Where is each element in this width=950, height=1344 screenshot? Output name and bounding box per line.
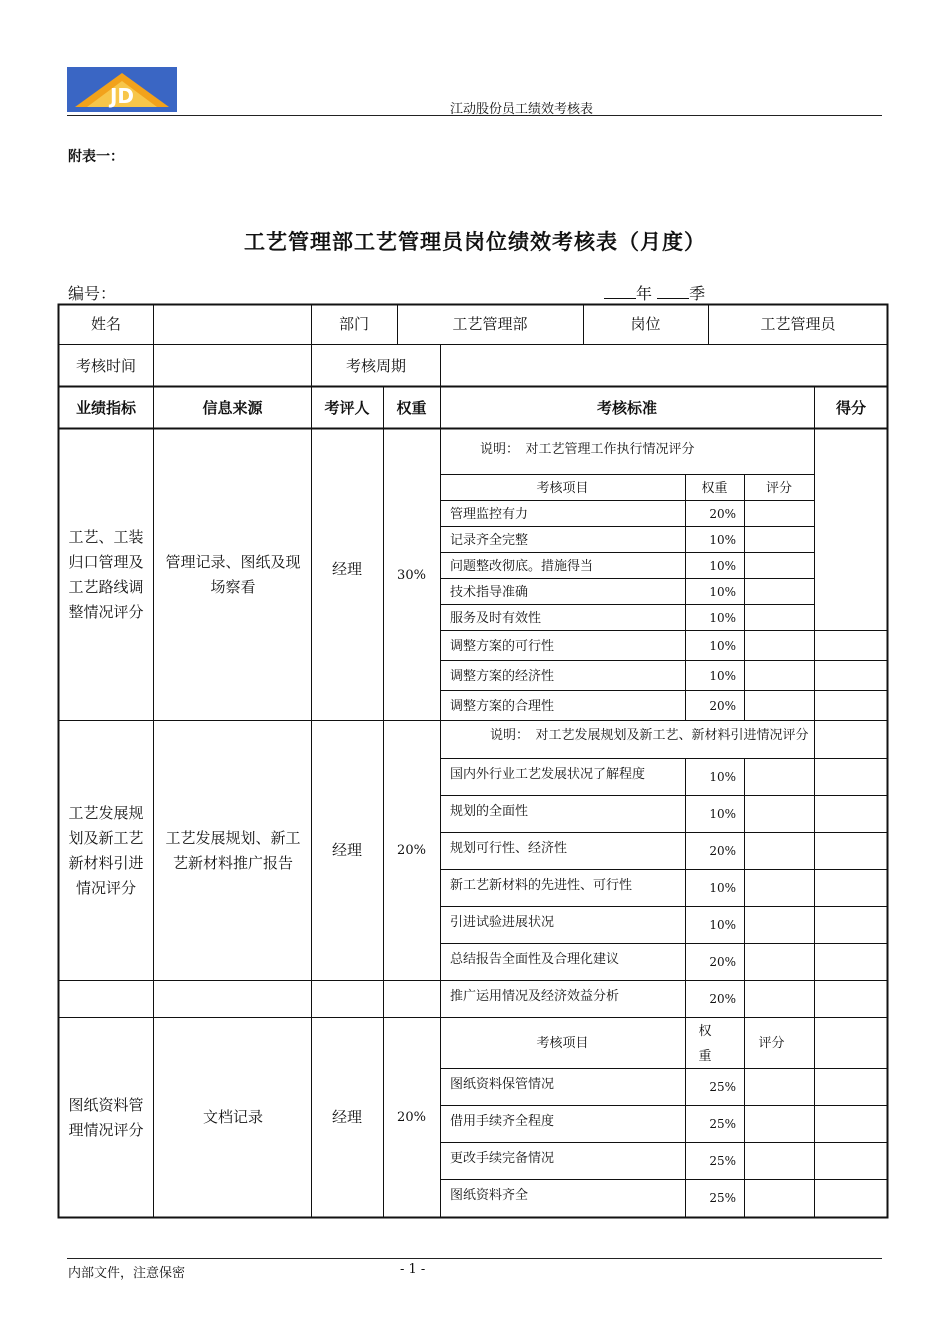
- section1-item-weight: 10%: [709, 638, 736, 653]
- col-score: 得分: [835, 398, 866, 417]
- time-label: 考核时间: [75, 356, 136, 375]
- col-reviewer: 考评人: [324, 398, 370, 417]
- section2-reviewer: 经理: [331, 841, 362, 859]
- col-weight: 权重: [396, 398, 427, 417]
- post-label: 岗位: [630, 315, 661, 333]
- section1-subheader-weight: 权重: [701, 480, 728, 496]
- quarter-label: 季: [689, 284, 706, 303]
- section3-item-weight: 25%: [709, 1117, 736, 1131]
- section3-item-weight: 25%: [709, 1080, 736, 1094]
- section3-item-weight: 25%: [709, 1154, 736, 1168]
- section3-item: 图纸资料保管情况: [450, 1076, 555, 1092]
- section3-subheader-item: 考核项目: [536, 1036, 589, 1051]
- section1-indicator: 工艺、工装归口管理及工艺路线调整情况评分: [68, 527, 144, 621]
- section2-item-weight: 20%: [709, 955, 736, 969]
- section3-item: 图纸资料齐全: [450, 1187, 529, 1203]
- name-label: 姓名: [90, 315, 121, 333]
- section1-item: 调整方案的经济性: [450, 668, 555, 684]
- section1-item: 技术指导准确: [450, 584, 529, 600]
- post-value: 工艺管理员: [760, 315, 836, 333]
- section1-source: 管理记录、图纸及现场察看: [165, 552, 301, 596]
- section1-item: 调整方案的合理性: [450, 698, 555, 714]
- col-source: 信息来源: [202, 398, 263, 417]
- section1-item-weight: 10%: [709, 668, 736, 683]
- section3-item: 更改手续完备情况: [450, 1150, 555, 1166]
- section3-subheader-score: 评分: [758, 1036, 785, 1051]
- section1-item-weight: 20%: [709, 506, 736, 521]
- appendix-label: 附表一：: [68, 149, 124, 165]
- name-value[interactable]: [154, 304, 311, 345]
- year-label: 年: [636, 284, 653, 303]
- section1-item: 管理监控有力: [450, 506, 529, 522]
- section2-item: 推广运用情况及经济效益分析: [450, 988, 620, 1004]
- col-indicator: 业绩指标: [75, 398, 136, 417]
- logo-text: JD: [109, 84, 135, 108]
- code-label: 编号：: [68, 284, 117, 303]
- section1-item-weight: 20%: [709, 698, 736, 713]
- period-value[interactable]: [441, 345, 888, 387]
- section2-indicator: 工艺发展规划及新工艺新材料引进情况评分: [68, 803, 144, 897]
- section2-item-weight: 10%: [709, 807, 736, 821]
- dept-label: 部门: [338, 315, 369, 333]
- section1-item: 调整方案的可行性: [450, 638, 555, 654]
- footer-confidential: 内部文件，注意保密: [68, 1266, 186, 1281]
- section2-item-weight: 20%: [709, 844, 736, 858]
- section1-note: 说明： 对工艺管理工作执行情况评分: [480, 441, 695, 457]
- section2-item: 引进试验进展状况: [450, 914, 555, 930]
- section1-subheader-item: 考核项目: [536, 480, 589, 496]
- section2-item: 国内外行业工艺发展状况了解程度: [450, 766, 646, 782]
- section3-weight: 20%: [397, 1110, 426, 1125]
- section2-item: 总结报告全面性及合理化建议: [450, 951, 620, 967]
- footer-rule: [67, 1258, 882, 1259]
- section2-item: 规划的全面性: [450, 803, 529, 819]
- page-number: - 1 -: [400, 1262, 426, 1277]
- section3-item: 借用手续齐全程度: [450, 1113, 555, 1129]
- section2-note: 说明： 对工艺发展规划及新工艺、新材料引进情况评分: [490, 727, 809, 743]
- col-standard: 考核标准: [596, 398, 657, 417]
- section1-item-weight: 10%: [709, 584, 736, 599]
- period-label: 考核周期: [345, 356, 406, 375]
- section1-item: 记录齐全完整: [450, 532, 529, 548]
- section1-item: 问题整改彻底。措施得当: [450, 558, 594, 574]
- section2-item-weight: 20%: [709, 992, 736, 1006]
- section2-source: 工艺发展规划、新工艺新材料推广报告: [165, 828, 301, 872]
- section2-weight: 20%: [397, 843, 426, 858]
- section3-indicator: 图纸资料管理情况评分: [68, 1095, 144, 1139]
- section2-item-weight: 10%: [709, 881, 736, 895]
- section1-item-weight: 10%: [709, 532, 736, 547]
- section1-item-weight: 10%: [709, 558, 736, 573]
- header-title: 江动股份员工绩效考核表: [450, 102, 594, 117]
- section1-item: 服务及时有效性: [450, 610, 542, 626]
- section2-item: 新工艺新材料的先进性、可行性: [450, 877, 633, 893]
- section1-item-weight: 10%: [709, 610, 736, 625]
- section2-item-weight: 10%: [709, 770, 736, 784]
- section3-reviewer: 经理: [331, 1108, 362, 1126]
- section2-item: 规划可行性、经济性: [450, 840, 568, 856]
- section2-item-weight: 10%: [709, 918, 736, 932]
- form-title: 工艺管理部工艺管理员岗位绩效考核表（月度）: [244, 229, 706, 254]
- section1-weight: 30%: [397, 567, 426, 583]
- dept-value: 工艺管理部: [452, 315, 528, 333]
- time-value[interactable]: [154, 345, 311, 387]
- section1-reviewer: 经理: [331, 559, 362, 578]
- section1-subheader-score: 评分: [765, 480, 792, 496]
- section3-source: 文档记录: [202, 1108, 263, 1126]
- section3-item-weight: 25%: [709, 1191, 736, 1205]
- section3-subheader-weight: 权重: [698, 1023, 712, 1064]
